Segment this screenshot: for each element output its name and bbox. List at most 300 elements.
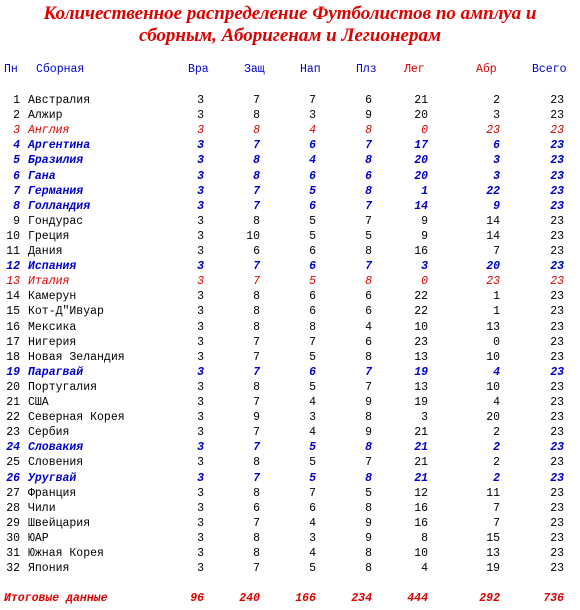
cell-row-number: 27 <box>6 486 20 500</box>
cell-team-name: Мексика <box>28 320 77 334</box>
cell-aborigines: 4 <box>493 365 500 379</box>
cell-legionnaires: 12 <box>414 486 428 500</box>
cell-row-number: 30 <box>6 531 20 545</box>
cell-aborigines: 2 <box>493 94 500 107</box>
cell-aborigines: 7 <box>493 245 500 258</box>
cell-midfielders: 7 <box>365 380 372 394</box>
cell-goalkeepers: 3 <box>197 426 204 440</box>
cell-defenders: 7 <box>253 260 260 274</box>
cell-team-name: Чили <box>28 501 56 515</box>
header-forwards: Нап <box>300 63 321 76</box>
cell-team-name: Сербия <box>28 426 70 440</box>
cell-goalkeepers: 3 <box>197 365 204 379</box>
cell-aborigines: 9 <box>493 199 500 213</box>
cell-forwards: 7 <box>309 486 316 500</box>
cell-row-number: 29 <box>6 516 20 530</box>
cell-aborigines: 13 <box>486 547 500 560</box>
header-goalkeepers: Вра <box>188 63 209 76</box>
cell-team-name: США <box>28 396 49 409</box>
cell-defenders: 7 <box>253 426 260 440</box>
cell-legionnaires: 3 <box>421 260 428 274</box>
table-row <box>0 153 580 168</box>
cell-total: 23 <box>550 486 564 500</box>
cell-legionnaires: 22 <box>414 290 428 304</box>
cell-midfielders: 8 <box>365 350 372 364</box>
table-row <box>0 138 580 153</box>
table-row <box>0 108 580 123</box>
table-row <box>0 561 580 576</box>
cell-total: 23 <box>550 501 564 515</box>
cell-goalkeepers: 3 <box>197 245 204 258</box>
cell-aborigines: 2 <box>493 441 500 455</box>
cell-row-number: 14 <box>6 290 20 304</box>
cell-total: 23 <box>550 184 564 198</box>
cell-defenders: 6 <box>253 501 260 515</box>
cell-defenders: 8 <box>253 290 260 304</box>
cell-legionnaires: 13 <box>414 350 428 364</box>
cell-goalkeepers: 3 <box>197 531 204 545</box>
cell-defenders: 7 <box>253 562 260 576</box>
cell-goalkeepers: 3 <box>197 486 204 500</box>
cell-row-number: 6 <box>13 169 20 183</box>
cell-midfielders: 8 <box>365 471 372 485</box>
cell-total: 23 <box>550 547 564 560</box>
table-row <box>0 350 580 365</box>
totals-legionnaires: 444 <box>407 592 428 605</box>
cell-defenders: 7 <box>253 365 260 379</box>
cell-defenders: 9 <box>253 411 260 425</box>
totals-aborigines: 292 <box>479 592 500 605</box>
totals-total: 736 <box>543 592 564 605</box>
cell-midfielders: 5 <box>365 229 372 243</box>
cell-forwards: 6 <box>309 199 316 213</box>
table-row <box>0 93 580 108</box>
cell-legionnaires: 20 <box>414 169 428 183</box>
cell-midfielders: 8 <box>365 441 372 455</box>
cell-goalkeepers: 3 <box>197 335 204 349</box>
cell-forwards: 5 <box>309 275 316 289</box>
table-row <box>0 229 580 244</box>
cell-defenders: 7 <box>253 275 260 289</box>
cell-aborigines: 13 <box>486 320 500 334</box>
cell-team-name: Португалия <box>28 380 98 394</box>
cell-team-name: Дания <box>28 245 63 258</box>
header-pn: Пн <box>4 63 18 76</box>
cell-legionnaires: 22 <box>414 305 428 319</box>
cell-midfielders: 7 <box>365 199 372 213</box>
cell-team-name: Германия <box>28 184 84 198</box>
cell-forwards: 6 <box>309 139 316 153</box>
cell-midfielders: 9 <box>365 516 372 530</box>
cell-midfielders: 8 <box>365 275 372 289</box>
cell-forwards: 6 <box>309 290 316 304</box>
cell-legionnaires: 21 <box>414 426 428 440</box>
cell-midfielders: 6 <box>365 290 372 304</box>
cell-total: 23 <box>550 124 564 138</box>
cell-legionnaires: 9 <box>421 214 428 228</box>
cell-total: 23 <box>550 94 564 107</box>
cell-total: 23 <box>550 380 564 394</box>
cell-midfielders: 5 <box>365 486 372 500</box>
cell-goalkeepers: 3 <box>197 199 204 213</box>
cell-midfielders: 7 <box>365 456 372 470</box>
cell-defenders: 8 <box>253 380 260 394</box>
cell-goalkeepers: 3 <box>197 320 204 334</box>
cell-defenders: 7 <box>253 441 260 455</box>
cell-team-name: Словакия <box>28 441 84 455</box>
header-midfielders: Плз <box>356 63 377 76</box>
cell-defenders: 7 <box>253 199 260 213</box>
header-defenders: Защ <box>244 63 265 76</box>
cell-row-number: 10 <box>6 229 20 243</box>
cell-legionnaires: 17 <box>414 139 428 153</box>
cell-defenders: 8 <box>253 169 260 183</box>
cell-aborigines: 14 <box>486 214 500 228</box>
cell-aborigines: 19 <box>486 562 500 576</box>
cell-legionnaires: 3 <box>421 411 428 425</box>
cell-aborigines: 20 <box>486 260 500 274</box>
cell-team-name: ЮАР <box>28 531 49 545</box>
cell-goalkeepers: 3 <box>197 305 204 319</box>
cell-legionnaires: 9 <box>421 229 428 243</box>
header-legionnaires: Лег <box>404 63 425 76</box>
cell-team-name: Япония <box>28 562 70 576</box>
cell-team-name: Австралия <box>28 94 91 107</box>
table-row <box>0 184 580 199</box>
cell-aborigines: 14 <box>486 229 500 243</box>
cell-midfielders: 8 <box>365 124 372 138</box>
cell-defenders: 8 <box>253 305 260 319</box>
cell-defenders: 7 <box>253 516 260 530</box>
cell-total: 23 <box>550 169 564 183</box>
cell-defenders: 8 <box>253 124 260 138</box>
cell-aborigines: 10 <box>486 350 500 364</box>
cell-aborigines: 3 <box>493 169 500 183</box>
cell-aborigines: 15 <box>486 531 500 545</box>
cell-legionnaires: 23 <box>414 335 428 349</box>
cell-row-number: 11 <box>6 245 20 258</box>
cell-forwards: 4 <box>309 426 316 440</box>
cell-row-number: 4 <box>13 139 20 153</box>
cell-aborigines: 23 <box>486 124 500 138</box>
cell-total: 23 <box>550 229 564 243</box>
table-row <box>0 410 580 425</box>
cell-total: 23 <box>550 441 564 455</box>
cell-row-number: 17 <box>6 335 20 349</box>
cell-forwards: 6 <box>309 260 316 274</box>
totals-midfielders: 234 <box>351 592 372 605</box>
cell-legionnaires: 0 <box>421 124 428 138</box>
cell-total: 23 <box>550 290 564 304</box>
cell-legionnaires: 19 <box>414 365 428 379</box>
cell-midfielders: 8 <box>365 245 372 258</box>
cell-aborigines: 4 <box>493 396 500 409</box>
cell-forwards: 6 <box>309 169 316 183</box>
cell-aborigines: 3 <box>493 109 500 123</box>
table-header-row <box>0 62 580 77</box>
cell-total: 23 <box>550 199 564 213</box>
cell-goalkeepers: 3 <box>197 260 204 274</box>
title-line-2: сборным, Аборигенам и Легионерам <box>139 25 441 46</box>
cell-legionnaires: 16 <box>414 501 428 515</box>
cell-row-number: 21 <box>6 396 20 409</box>
cell-total: 23 <box>550 411 564 425</box>
cell-legionnaires: 8 <box>421 531 428 545</box>
cell-total: 23 <box>550 516 564 530</box>
cell-row-number: 19 <box>6 365 20 379</box>
cell-team-name: Франция <box>28 486 77 500</box>
page-title <box>0 3 580 47</box>
cell-row-number: 26 <box>6 471 20 485</box>
cell-forwards: 4 <box>309 124 316 138</box>
cell-row-number: 8 <box>13 199 20 213</box>
cell-forwards: 6 <box>309 365 316 379</box>
cell-forwards: 5 <box>309 456 316 470</box>
cell-total: 23 <box>550 396 564 409</box>
cell-forwards: 4 <box>309 154 316 168</box>
cell-defenders: 8 <box>253 109 260 123</box>
cell-legionnaires: 16 <box>414 516 428 530</box>
cell-aborigines: 7 <box>493 516 500 530</box>
cell-forwards: 5 <box>309 229 316 243</box>
cell-forwards: 5 <box>309 562 316 576</box>
cell-total: 23 <box>550 335 564 349</box>
cell-forwards: 6 <box>309 245 316 258</box>
totals-label: Итоговые данные <box>4 592 108 605</box>
cell-goalkeepers: 3 <box>197 275 204 289</box>
cell-row-number: 25 <box>6 456 20 470</box>
cell-goalkeepers: 3 <box>197 169 204 183</box>
cell-team-name: Северная Корея <box>28 411 125 425</box>
cell-goalkeepers: 3 <box>197 456 204 470</box>
cell-defenders: 7 <box>253 184 260 198</box>
table-row <box>0 471 580 486</box>
cell-midfielders: 6 <box>365 94 372 107</box>
cell-team-name: Гана <box>28 169 56 183</box>
cell-forwards: 3 <box>309 109 316 123</box>
cell-legionnaires: 10 <box>414 547 428 560</box>
cell-defenders: 10 <box>246 229 260 243</box>
cell-total: 23 <box>550 350 564 364</box>
cell-defenders: 6 <box>253 245 260 258</box>
cell-forwards: 4 <box>309 516 316 530</box>
cell-row-number: 16 <box>6 320 20 334</box>
cell-defenders: 8 <box>253 486 260 500</box>
cell-defenders: 8 <box>253 456 260 470</box>
cell-aborigines: 22 <box>486 184 500 198</box>
cell-forwards: 6 <box>309 501 316 515</box>
cell-forwards: 5 <box>309 214 316 228</box>
cell-forwards: 4 <box>309 547 316 560</box>
cell-team-name: Италия <box>28 275 70 289</box>
cell-total: 23 <box>550 214 564 228</box>
cell-legionnaires: 20 <box>414 154 428 168</box>
cell-midfielders: 8 <box>365 154 372 168</box>
table-row <box>0 365 580 380</box>
cell-goalkeepers: 3 <box>197 562 204 576</box>
table-row <box>0 425 580 440</box>
cell-defenders: 8 <box>253 154 260 168</box>
cell-midfielders: 9 <box>365 531 372 545</box>
cell-goalkeepers: 3 <box>197 139 204 153</box>
cell-team-name: Кот-Д"Ивуар <box>28 305 104 319</box>
cell-legionnaires: 21 <box>414 471 428 485</box>
cell-goalkeepers: 3 <box>197 471 204 485</box>
cell-goalkeepers: 3 <box>197 516 204 530</box>
cell-total: 23 <box>550 154 564 168</box>
table-row <box>0 440 580 455</box>
table-row <box>0 289 580 304</box>
cell-row-number: 22 <box>6 411 20 425</box>
cell-forwards: 8 <box>309 320 316 334</box>
cell-defenders: 7 <box>253 350 260 364</box>
cell-goalkeepers: 3 <box>197 229 204 243</box>
table-row <box>0 501 580 516</box>
cell-team-name: Южная Корея <box>28 547 104 560</box>
cell-aborigines: 1 <box>493 305 500 319</box>
table-row <box>0 486 580 501</box>
cell-total: 23 <box>550 109 564 123</box>
cell-row-number: 15 <box>6 305 20 319</box>
cell-row-number: 18 <box>6 350 20 364</box>
cell-defenders: 8 <box>253 214 260 228</box>
cell-midfielders: 8 <box>365 411 372 425</box>
cell-forwards: 5 <box>309 471 316 485</box>
cell-total: 23 <box>550 365 564 379</box>
cell-defenders: 7 <box>253 335 260 349</box>
cell-aborigines: 11 <box>486 486 500 500</box>
cell-aborigines: 7 <box>493 501 500 515</box>
cell-row-number: 32 <box>6 562 20 576</box>
cell-total: 23 <box>550 426 564 440</box>
cell-team-name: Гондурас <box>28 214 84 228</box>
cell-midfielders: 6 <box>365 169 372 183</box>
cell-row-number: 20 <box>6 380 20 394</box>
cell-defenders: 7 <box>253 139 260 153</box>
cell-team-name: Нигерия <box>28 335 77 349</box>
header-total: Всего <box>532 63 567 76</box>
cell-defenders: 8 <box>253 547 260 560</box>
cell-goalkeepers: 3 <box>197 350 204 364</box>
cell-team-name: Бразилия <box>28 154 84 168</box>
table-row <box>0 320 580 335</box>
cell-legionnaires: 21 <box>414 456 428 470</box>
cell-defenders: 7 <box>253 94 260 107</box>
cell-row-number: 28 <box>6 501 20 515</box>
cell-goalkeepers: 3 <box>197 380 204 394</box>
cell-goalkeepers: 3 <box>197 184 204 198</box>
table-row <box>0 380 580 395</box>
cell-goalkeepers: 3 <box>197 214 204 228</box>
cell-row-number: 24 <box>6 441 20 455</box>
cell-midfielders: 9 <box>365 109 372 123</box>
cell-total: 23 <box>550 139 564 153</box>
cell-midfielders: 8 <box>365 184 372 198</box>
cell-row-number: 9 <box>13 214 20 228</box>
cell-total: 23 <box>550 275 564 289</box>
cell-goalkeepers: 3 <box>197 441 204 455</box>
cell-legionnaires: 4 <box>421 562 428 576</box>
table-row <box>0 546 580 561</box>
cell-forwards: 5 <box>309 380 316 394</box>
cell-team-name: Парагвай <box>28 365 84 379</box>
cell-total: 23 <box>550 531 564 545</box>
cell-goalkeepers: 3 <box>197 290 204 304</box>
cell-total: 23 <box>550 562 564 576</box>
cell-team-name: Голландия <box>28 199 91 213</box>
table-row <box>0 335 580 350</box>
cell-team-name: Аргентина <box>28 139 91 153</box>
cell-goalkeepers: 3 <box>197 501 204 515</box>
cell-goalkeepers: 3 <box>197 547 204 560</box>
cell-midfielders: 4 <box>365 320 372 334</box>
cell-forwards: 7 <box>309 94 316 107</box>
cell-goalkeepers: 3 <box>197 154 204 168</box>
cell-defenders: 8 <box>253 320 260 334</box>
table-row <box>0 214 580 229</box>
cell-team-name: Греция <box>28 229 70 243</box>
table-row <box>0 395 580 410</box>
table-row <box>0 123 580 138</box>
cell-aborigines: 2 <box>493 471 500 485</box>
cell-goalkeepers: 3 <box>197 109 204 123</box>
cell-defenders: 7 <box>253 471 260 485</box>
cell-row-number: 2 <box>13 109 20 123</box>
cell-row-number: 7 <box>13 184 20 198</box>
table-row <box>0 169 580 184</box>
cell-forwards: 7 <box>309 335 316 349</box>
cell-total: 23 <box>550 260 564 274</box>
cell-total: 23 <box>550 456 564 470</box>
cell-midfielders: 8 <box>365 562 372 576</box>
cell-legionnaires: 1 <box>421 184 428 198</box>
table-row <box>0 199 580 214</box>
cell-legionnaires: 0 <box>421 275 428 289</box>
cell-team-name: Словения <box>28 456 84 470</box>
table-row <box>0 455 580 470</box>
totals-row <box>0 591 580 606</box>
cell-legionnaires: 21 <box>414 94 428 107</box>
cell-legionnaires: 14 <box>414 199 428 213</box>
cell-row-number: 1 <box>13 94 20 107</box>
cell-forwards: 6 <box>309 305 316 319</box>
cell-forwards: 3 <box>309 411 316 425</box>
cell-midfielders: 8 <box>365 501 372 515</box>
cell-team-name: Швейцария <box>28 516 91 530</box>
totals-defenders: 240 <box>239 592 260 605</box>
cell-aborigines: 3 <box>493 154 500 168</box>
cell-aborigines: 2 <box>493 426 500 440</box>
cell-midfielders: 7 <box>365 139 372 153</box>
table-row <box>0 244 580 259</box>
cell-midfielders: 8 <box>365 547 372 560</box>
cell-goalkeepers: 3 <box>197 124 204 138</box>
totals-forwards: 166 <box>295 592 316 605</box>
cell-aborigines: 2 <box>493 456 500 470</box>
cell-total: 23 <box>550 305 564 319</box>
cell-forwards: 3 <box>309 531 316 545</box>
header-aborigines: Абр <box>476 63 497 76</box>
cell-goalkeepers: 3 <box>197 396 204 409</box>
cell-aborigines: 23 <box>486 275 500 289</box>
cell-midfielders: 9 <box>365 396 372 409</box>
cell-row-number: 12 <box>6 260 20 274</box>
cell-forwards: 5 <box>309 441 316 455</box>
title-line-1: Количественное распределение Футболистов по амплуа и <box>43 3 537 24</box>
cell-forwards: 4 <box>309 396 316 409</box>
cell-legionnaires: 19 <box>414 396 428 409</box>
table-row <box>0 259 580 274</box>
